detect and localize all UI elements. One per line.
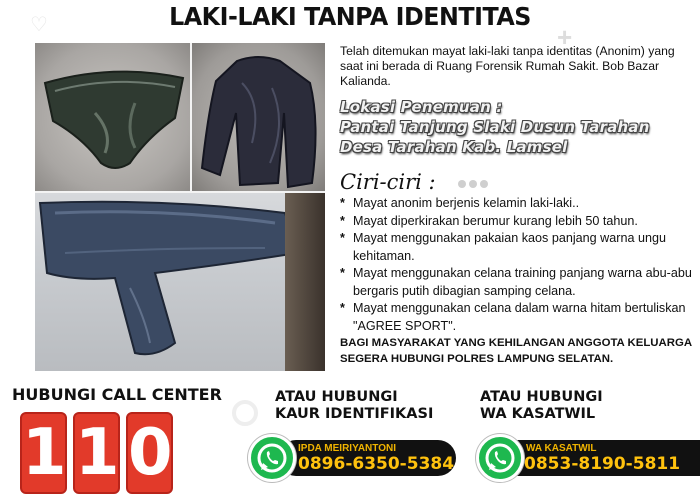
photo-background-object [285,193,325,371]
photo-shirt [192,43,325,191]
dots-decoration [458,175,494,187]
contact1-name: IPDA MEIRIYANTONI [298,443,396,454]
location-line: Pantai Tanjung Slaki Dusun Tarahan [340,118,650,136]
digit: 1 [73,412,120,494]
plus-icon: + [557,22,573,52]
list-item [340,230,695,265]
list-item [340,300,695,335]
characteristics-heading: Ciri-ciri : [340,170,436,194]
whatsapp-icon[interactable] [476,434,524,482]
contact1-label-line: KAUR IDENTIFIKASI [275,406,434,422]
heart-icon: ♡ [30,14,48,36]
intro-text: Telah ditemukan mayat laki-laki tanpa identitas (Anonim) yang saat ini berada di Ruang Forensik Rumah Sakit. Bob Bazar Kalianda. [340,44,675,88]
location-block [340,97,690,157]
list-item-text: Mayat menggunakan celana training panjang warna abu-abu bergaris putih dibagian samping celana. [353,266,692,298]
photo-pants [35,193,325,371]
warning-text: BAGI MASYARAKAT YANG KEHILANGAN ANGGOTA KELUARGA SEGERA HUBUNGI POLRES LAMPUNG SELATAN. [340,337,692,365]
contact2-phone[interactable]: 0853-8190-5811 [524,454,681,474]
circle-decoration [232,400,258,426]
location-heading: Lokasi Penemuan : [340,98,503,116]
digit: 1 [20,412,67,494]
location-line: Desa Tarahan Kab. Lamsel [340,138,568,156]
contact2-name: WA KASATWIL [526,443,597,454]
contact2-label-line: ATAU HUBUNGI [480,389,603,405]
bullet: * [340,196,345,210]
whatsapp-icon[interactable] [248,434,296,482]
characteristics-list [340,195,695,335]
list-item-text: Mayat diperkirakan berumur kurang lebih 50 tahun. [353,213,638,228]
bullet: * [340,266,345,280]
bullet: * [340,213,345,228]
emergency-number[interactable] [20,412,173,494]
list-item-text: Mayat menggunakan pakaian kaos panjang warna ungu kehitaman. [353,231,666,263]
poster-title: LAKI-LAKI TANPA IDENTITAS [169,2,531,31]
photo-collage [35,43,325,371]
photo-underwear [35,43,190,191]
digit: 0 [126,412,173,494]
contact2-label-line: WA KASATWIL [480,406,596,422]
callcenter-label: HUBUNGI CALL CENTER [12,385,222,404]
contact1-label [275,389,433,423]
contact1-label-line: ATAU HUBUNGI [275,389,398,405]
contact1-phone-pill[interactable] [278,440,456,476]
bullet: * [340,231,345,245]
list-item-text: Mayat anonim berjenis kelamin laki-laki.. [353,196,580,210]
contact2-label [480,389,603,423]
bullet: * [340,301,345,315]
list-item [340,213,695,231]
list-item [340,195,695,213]
list-item [340,265,695,300]
contact1-phone[interactable]: 0896-6350-5384 [298,454,455,474]
list-item-text: Mayat menggunakan celana dalam warna hitam bertuliskan "AGREE SPORT". [353,301,686,333]
